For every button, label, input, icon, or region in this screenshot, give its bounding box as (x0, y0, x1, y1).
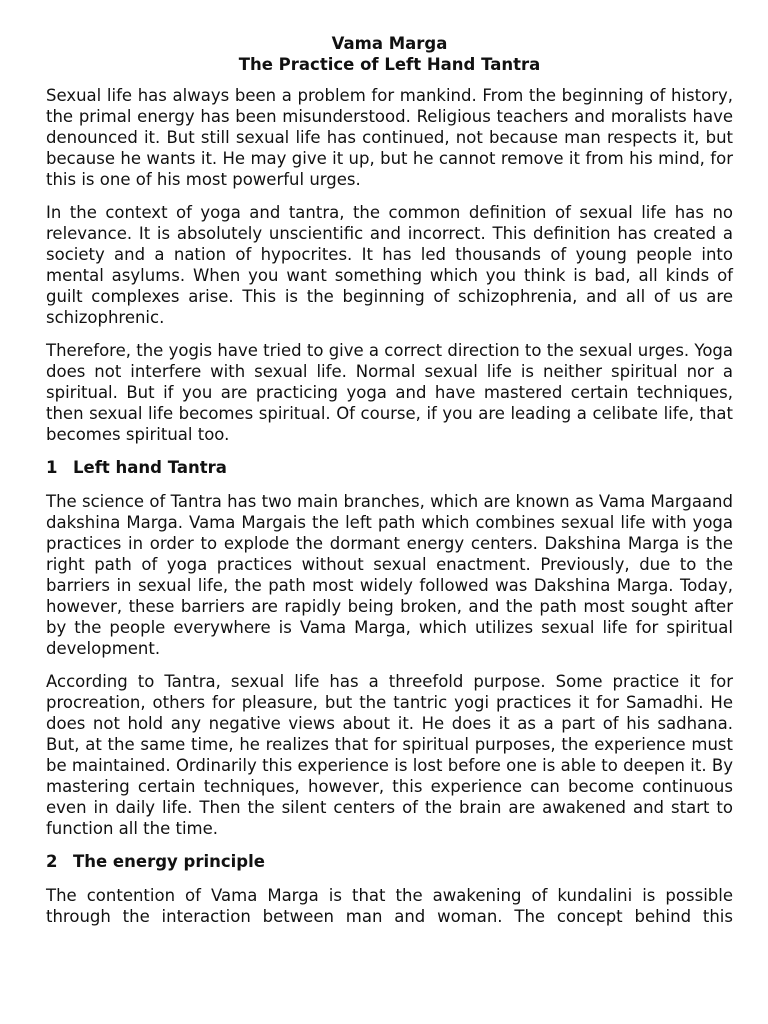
paragraph: Sexual life has always been a problem for mankind. From the beginning of history, the primal energy has been misunderstood. Religious teachers and moralists have denounced it. But still sexual life has continued, not because man respects it, but because he wants it. He may give it up, but he cannot remove it from his mind, for this is one of his most powerful urges. (46, 86, 733, 189)
section-heading (46, 457, 733, 478)
section-number: 1 (46, 458, 58, 477)
paragraph: In the context of yoga and tantra, the common definition of sexual life has no relevance. It is absolutely unscientific and incorrect. This definition has created a society and a nation of hypocrites. It has led thousands of young people into mental asylums. When you want something which you think is bad, all kinds of guilt complexes arise. This is the beginning of schizophrenia, and all of us are schizophrenic. (46, 203, 733, 327)
section-title: The energy principle (73, 852, 265, 871)
paragraph: The contention of Vama Marga is that the awakening of kundalini is possible through the interaction between man and woman. The concept behind this (46, 886, 733, 926)
paragraph: The science of Tantra has two main branches, which are known as Vama Margaand dakshina Marga. Vama Margais the left path which combines sexual life with yoga practices in order to explode the dormant energy centers. Dakshina Marga is the right path of yoga practices without sexual enactment. Previously, due to the barriers in sexual life, the path most widely followed was Dakshina Marga. Today, however, these barriers are rapidly being broken, and the path most sought after by the people everywhere is Vama Marga, which utilizes sexual life for spiritual development. (46, 492, 733, 658)
paragraph: Therefore, the yogis have tried to give a correct direction to the sexual urges. Yoga does not interfere with sexual life. Normal sexual life is neither spiritual nor a spiritual. But if you are practicing yoga and have mastered certain techniques, then sexual life becomes spiritual. Of course, if you are leading a celibate life, that becomes spiritual too. (46, 341, 733, 444)
title-block (46, 33, 733, 75)
section-number: 2 (46, 852, 58, 871)
document-page (46, 33, 733, 939)
document-subtitle: The Practice of Left Hand Tantra (238, 55, 541, 74)
paragraph: According to Tantra, sexual life has a threefold purpose. Some practice it for procreation, others for pleasure, but the tantric yogi practices it for Samadhi. He does not hold any negative views about it. He does it as a part of his sadhana. But, at the same time, he realizes that for spiritual purposes, the experience must be maintained. Ordinarily this experience is lost before one is able to deepen it. By mastering certain techniques, however, this experience can become continuous even in daily life. Then the silent centers of the brain are awakened and start to function all the time. (46, 672, 733, 838)
document-title: Vama Marga (331, 34, 448, 53)
section-heading (46, 851, 733, 872)
section-title: Left hand Tantra (73, 458, 227, 477)
